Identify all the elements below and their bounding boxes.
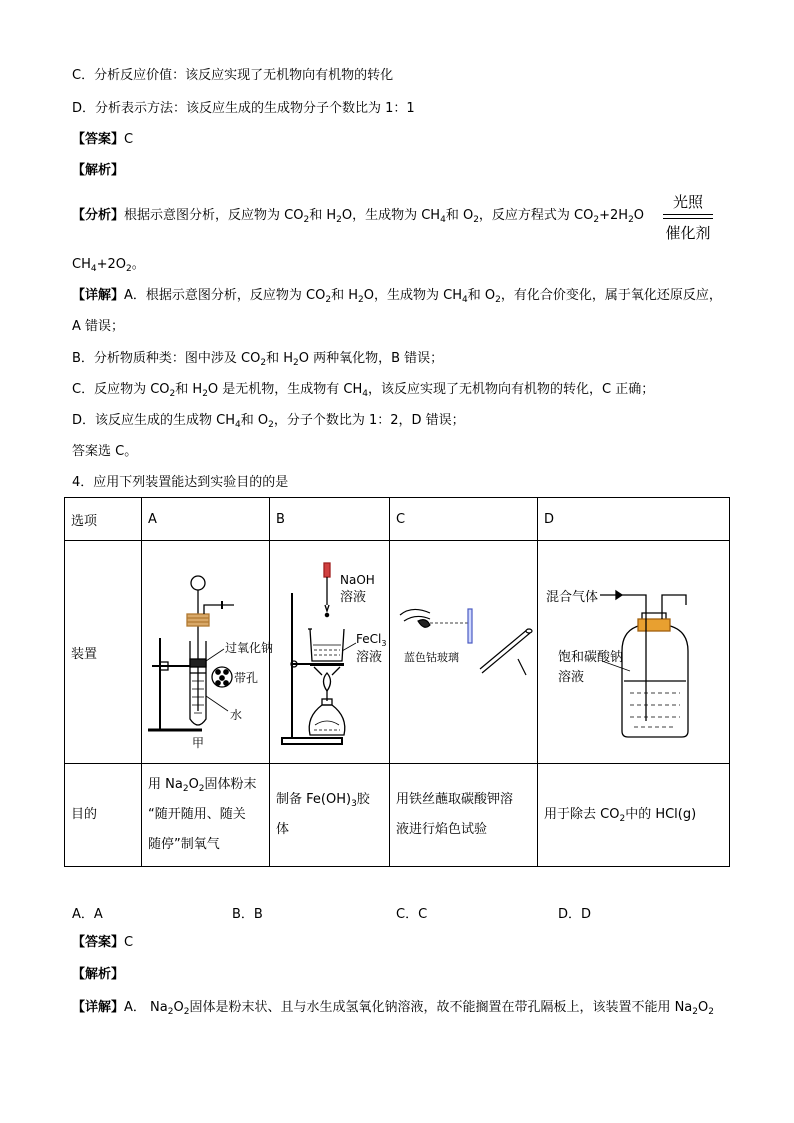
header-option: 选项: [65, 498, 142, 541]
figure-d-apparatus: [538, 541, 717, 759]
figure-b-apparatus: [270, 541, 387, 759]
option-c-line: C．分析反应价值：该反应实现了无机物向有机物的转化: [72, 68, 394, 83]
answer2-line: 【答案】C: [72, 935, 134, 950]
reaction-condition: [663, 191, 713, 243]
detail-a-end: A 错误；: [72, 319, 125, 334]
figure-b-cell: [270, 541, 390, 764]
figure-c-apparatus: [390, 541, 525, 759]
detail-a-line: 【详解】A．根据示意图分析，反应物为 $CO_2$和 $H_2O$，生成物为 $CH_4$和 $O_2$，有化合价变化，属于氧化还原反应，: [72, 288, 722, 305]
analysis-label: 【解析】: [72, 163, 125, 178]
label-jia: 甲: [192, 736, 205, 750]
detail-d-line: D．该反应生成的生成物 $CH_4$和 $O_2$，分子个数比为 1：2，D 错误；: [72, 413, 465, 430]
choice-d: D．D: [558, 907, 592, 922]
detail2-a-line: 【详解】A． $Na_2O_2$固体是粉末状、且与水生成氢氧化钠溶液，故不能搁置在带孔隔板上，该装置不能用 $Na_2O_2$: [72, 1000, 714, 1017]
detail-b-line: B．分析物质种类：图中涉及 $CO_2$和 $H_2O$ 两种氧化物，B 错误；: [72, 351, 444, 368]
option-d-line: D．分析表示方法：该反应生成的生成物分子个数比为 1：1: [72, 101, 415, 116]
header-c: C: [390, 498, 538, 541]
label-perforated-plate: 带孔: [234, 671, 259, 685]
label-fecl3-solution: 溶液: [356, 650, 383, 665]
aim-d: 用于除去 $CO_2$中的 HCl(g): [538, 764, 730, 867]
figure-d-cell: [538, 541, 730, 764]
answer-line: [72, 131, 133, 149]
answer-select: 答案选 C。: [72, 444, 138, 459]
header-b: B: [270, 498, 390, 541]
fenxi-label: 【分析】: [72, 208, 125, 223]
figure-a-cell: [142, 541, 274, 764]
answer-value: C: [124, 132, 134, 147]
condition-light: 光照: [672, 193, 703, 211]
choice-a: A．A: [72, 907, 103, 922]
choice-b: B．B: [232, 907, 263, 922]
fenxi-line: 【分析】根据示意图分析，反应物为 $CO_2$和 $H_2O$，生成物为 $CH_4$和 $O_2$，反应方程式为 $CO_2+2H_2O$: [72, 208, 645, 225]
label-saturated-sodium-carbonate: 饱和碳酸钠: [558, 650, 624, 665]
aim-c: 用铁丝蘸取碳酸钾溶 液进行焰色试验: [390, 764, 538, 867]
label-fecl3: FeCl$_3$: [356, 632, 387, 648]
label-naoh: NaOH: [340, 573, 375, 587]
aim-b: 制备 $Fe(OH)_3$胶 体: [270, 764, 390, 867]
answer-choices: [72, 903, 712, 921]
figure-a-apparatus: [142, 541, 274, 759]
label-d-solution: 溶液: [558, 670, 585, 685]
header-a: A: [142, 498, 270, 541]
condition-catalyst: 催化剂: [665, 224, 711, 242]
device-label: 装置: [65, 541, 142, 764]
table-header-row: [65, 498, 730, 541]
choice-c: C．C: [396, 907, 428, 922]
apparatus-table: [64, 497, 730, 867]
equation-tail: $CH_4+2O_2$。: [72, 257, 145, 274]
label-mixed-gas: 混合气体: [546, 590, 599, 605]
detail-label: 【详解】: [72, 288, 125, 303]
label-sodium-peroxide: 过氧化钠: [225, 641, 274, 655]
question-4: 4．应用下列装置能达到实验目的的是: [72, 475, 289, 490]
device-row: [65, 541, 730, 764]
aim-row: [65, 764, 730, 867]
detail-c-line: C．反应物为 $CO_2$和 $H_2O$ 是无机物，生成物有 $CH_4$，该反应实现了无机物向有机物的转化，C 正确；: [72, 382, 655, 399]
label-cobalt-glass: 蓝色钴玻璃: [404, 651, 459, 664]
aim-label: 目的: [65, 764, 142, 867]
label-naoh-solution: 溶液: [340, 590, 367, 605]
aim-a: 用 $Na_2O_2$固体粉末 “随开随用、随关 随停”制氧气: [142, 764, 270, 867]
analysis2-label: 【解析】: [72, 967, 125, 982]
header-d: D: [538, 498, 730, 541]
figure-c-cell: [390, 541, 538, 764]
answer-label: 【答案】: [72, 132, 125, 147]
label-water: 水: [230, 708, 243, 722]
